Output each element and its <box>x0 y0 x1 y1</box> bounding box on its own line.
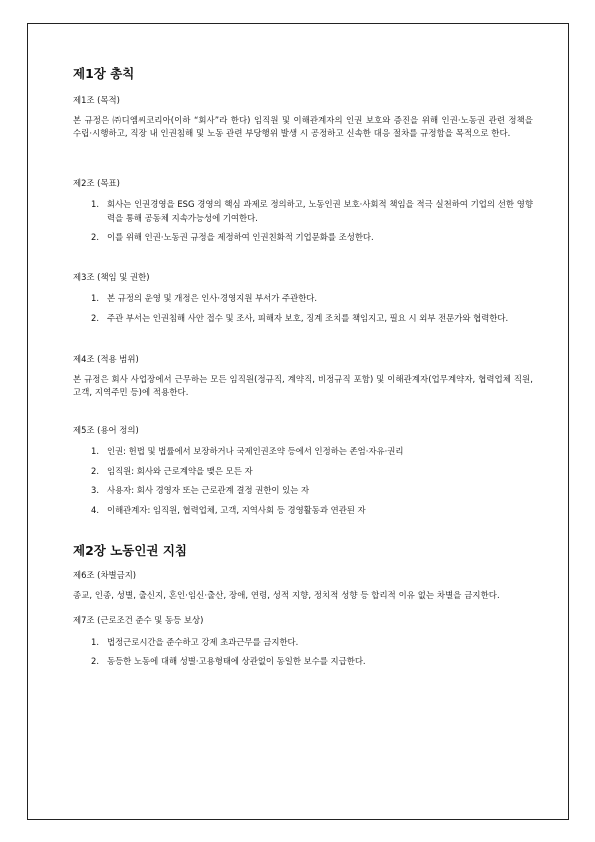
list-item <box>73 504 533 518</box>
item-text: 법정근로시간을 준수하고 강제 초과근무를 금지한다. <box>107 636 299 647</box>
article-item-list <box>73 198 533 245</box>
item-text: 본 규정의 운영 및 개정은 인사·경영지원 부서가 주관한다. <box>107 293 318 303</box>
item-text: 임직원: 회사와 근로계약을 맺은 모든 자 <box>107 465 253 476</box>
item-number: 2. <box>91 465 99 476</box>
article-title: 제7조 (근로조건 준수 및 동등 보상) <box>73 615 204 625</box>
list-item <box>73 636 533 650</box>
item-text: 이해관계자: 임직원, 협력업체, 고객, 지역사회 등 경영활동과 연관된 자 <box>107 504 366 515</box>
article-title: 제5조 (용어 정의) <box>73 424 139 435</box>
article-1 <box>73 94 533 141</box>
article-3 <box>73 271 533 326</box>
article-4 <box>73 353 533 400</box>
item-number: 2. <box>91 656 99 666</box>
article-item-list <box>73 636 533 669</box>
item-text: 회사는 인권경영을 ESG 경영의 핵심 과제로 정의하고, 노동인권 보호·사회적 책임을 적극 실천하여 기업의 선한 영향력을 통해 공동체 지속가능성에 기여한다. <box>107 199 533 223</box>
article-item-list <box>73 445 533 517</box>
article-title: 제3조 (책임 및 권한) <box>73 271 150 282</box>
chapter-2-heading: 제2장 노동인권 지침 <box>73 543 188 558</box>
article-title: 제2조 (목표) <box>73 177 120 188</box>
article-title: 제4조 (적용 범위) <box>73 354 139 364</box>
list-item <box>73 445 533 459</box>
item-number: 1. <box>91 446 99 456</box>
list-item <box>73 231 533 245</box>
article-body: 본 규정은 ㈜디엠씨코리아(이하 “회사”라 한다) 임직원 및 이해관계자의 인권 보호와 증진을 위해 인권·노동권 관련 정책을 수립·시행하고, 직장 내 인권침해 및 노동 관련 부당행위 발생 시 공정하고 신속한 대응 절차를 규정함을 목적으로 한다. <box>73 114 533 138</box>
item-number: 2. <box>91 312 99 323</box>
item-number: 3. <box>91 485 99 495</box>
article-body: 종교, 인종, 성별, 출신지, 혼인·임신·출산, 장애, 연령, 성적 지향, 정치적 성향 등 합리적 이유 없는 차별을 금지한다. <box>73 589 500 600</box>
article-5 <box>73 424 533 518</box>
item-text: 이를 위해 인권·노동권 규정을 제정하여 인권친화적 기업문화를 조성한다. <box>107 232 374 242</box>
article-title: 제6조 (차별금지) <box>73 570 137 580</box>
item-number: 4. <box>91 504 99 515</box>
list-item <box>73 465 533 479</box>
list-item <box>73 484 533 498</box>
item-text: 인권: 헌법 및 법률에서 보장하거나 국제인권조약 등에서 인정하는 존엄·자유·권리 <box>107 446 404 456</box>
article-2 <box>73 177 533 245</box>
item-text: 사용자: 회사 경영자 또는 근로관계 결정 권한이 있는 자 <box>107 485 310 495</box>
article-6 <box>73 569 533 602</box>
article-item-list <box>73 292 533 325</box>
list-item <box>73 198 533 225</box>
document-body <box>73 66 533 675</box>
list-item <box>73 655 533 669</box>
list-item <box>73 312 533 326</box>
chapter-1-heading: 제1장 총칙 <box>73 66 135 81</box>
item-text: 주관 부서는 인권침해 사안 접수 및 조사, 피해자 보호, 징계 조치를 책임지고, 필요 시 외부 전문가와 협력한다. <box>107 312 509 323</box>
item-number: 1. <box>91 293 99 303</box>
item-number: 1. <box>91 199 99 209</box>
item-text: 동등한 노동에 대해 성별·고용형태에 상관없이 동일한 보수를 지급한다. <box>107 656 366 666</box>
article-body: 본 규정은 회사 사업장에서 근무하는 모든 임직원(정규직, 계약직, 비정규직 포함) 및 이해관계자(업무계약자, 협력업체 직원, 고객, 지역주민 등)에 적용한다. <box>73 373 533 397</box>
item-number: 2. <box>91 232 99 242</box>
article-7 <box>73 614 533 669</box>
list-item <box>73 292 533 306</box>
item-number: 1. <box>91 636 99 647</box>
article-title: 제1조 (목적) <box>73 95 120 105</box>
